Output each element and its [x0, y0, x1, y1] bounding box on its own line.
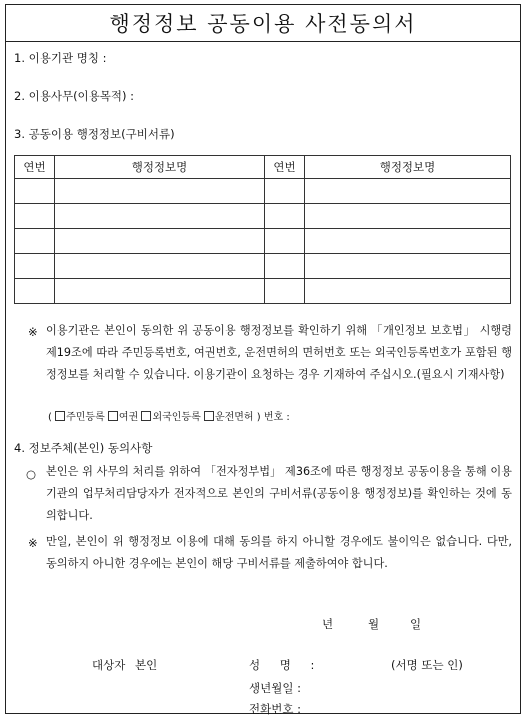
- table-cell[interactable]: [305, 204, 511, 229]
- table-row: [15, 204, 511, 229]
- table-cell[interactable]: [265, 279, 305, 304]
- table-row: [15, 254, 511, 279]
- usage-purpose-label: 2. 이용사무(이용목적) :: [14, 89, 135, 103]
- table-cell[interactable]: [265, 254, 305, 279]
- option-label: 운전면허: [214, 412, 254, 423]
- number-label: ) 번호 :: [256, 412, 290, 423]
- checkbox[interactable]: [141, 411, 151, 421]
- checkbox[interactable]: [55, 411, 65, 421]
- column-header: 행정정보명: [55, 156, 265, 179]
- option-resident-registration[interactable]: [55, 412, 105, 423]
- option-label: 주민등록: [66, 412, 105, 423]
- option-label: 외국인등록: [152, 412, 201, 423]
- consent-heading: 4. 정보주체(본인) 동의사항: [14, 441, 153, 455]
- title-bar: [6, 5, 520, 42]
- note-mark: ※: [28, 325, 38, 339]
- option-label: 여권: [118, 412, 139, 423]
- table-cell[interactable]: [15, 204, 55, 229]
- table-cell[interactable]: [265, 179, 305, 204]
- table-cell[interactable]: [55, 254, 265, 279]
- table-cell[interactable]: [305, 179, 511, 204]
- table-row: [15, 279, 511, 304]
- id-number-notice: 이용기관은 본인이 동의한 위 공동이용 행정정보를 확인하기 위해 「개인정보 보호법」 시행령 제19조에 따라 주민등록번호, 여권번호, 운전면허의 면허번호 또는 외국인등록번호가 포함된 행정정보를 처리할 수 있습니다. 이용기관이 요청하는 경우 기재하여 주십시오.(필요시 기재사항): [46, 324, 512, 381]
- date-month-label: 월: [368, 617, 380, 631]
- table-cell[interactable]: [15, 229, 55, 254]
- table-cell[interactable]: [15, 179, 55, 204]
- consent-form: [5, 4, 521, 714]
- option-drivers-license[interactable]: [204, 412, 254, 423]
- note-mark: ※: [28, 536, 38, 550]
- name-label: 성 명 :: [249, 658, 315, 672]
- column-header: 행정정보명: [305, 156, 511, 179]
- table-row: [15, 229, 511, 254]
- table-cell[interactable]: [15, 279, 55, 304]
- consent-statement: 본인은 위 사무의 처리를 위하여 「전자정부법」 제36조에 따른 행정정보 공동이용을 통해 이용기관의 업무처리담당자가 전자적으로 본인의 구비서류(공동이용 행정정보)를 확인하는 것에 동의합니다.: [46, 465, 512, 522]
- phone-label: 전화번호 :: [249, 702, 301, 716]
- checkbox[interactable]: [204, 411, 214, 421]
- table-cell[interactable]: [305, 254, 511, 279]
- date-day-label: 일: [410, 617, 422, 631]
- table-cell[interactable]: [55, 229, 265, 254]
- table-cell[interactable]: [265, 229, 305, 254]
- id-type-options: [48, 410, 290, 425]
- consent-bullet: ○: [26, 467, 37, 481]
- table-cell[interactable]: [305, 279, 511, 304]
- column-header: 연번: [15, 156, 55, 179]
- option-passport[interactable]: [108, 412, 138, 423]
- agency-name-label: 1. 이용기관 명칭 :: [14, 51, 107, 65]
- signer-label: 대상자 본인: [92, 658, 158, 672]
- checkbox[interactable]: [108, 411, 118, 421]
- table-cell[interactable]: [55, 279, 265, 304]
- table-cell[interactable]: [305, 229, 511, 254]
- table-cell[interactable]: [15, 254, 55, 279]
- column-header: 연번: [265, 156, 305, 179]
- form-title: 행정정보 공동이용 사전동의서: [109, 12, 417, 36]
- no-disadvantage-notice: 만일, 본인이 위 행정정보 이용에 대해 동의를 하지 아니할 경우에도 불이익은 없습니다. 다만, 동의하지 아니한 경우에는 본인이 해당 구비서류를 제출하여야 합니다.: [46, 535, 512, 570]
- table-cell[interactable]: [265, 204, 305, 229]
- table-row: [15, 179, 511, 204]
- birth-date-label: 생년월일 :: [249, 681, 301, 695]
- table-header-row: [15, 156, 511, 179]
- option-foreigner-registration[interactable]: [141, 412, 200, 423]
- table-cell[interactable]: [55, 204, 265, 229]
- date-year-label: 년: [322, 617, 334, 631]
- shared-info-table: [14, 155, 511, 304]
- shared-info-heading: 3. 공동이용 행정정보(구비서류): [14, 127, 175, 141]
- signature-hint: (서명 또는 인): [391, 658, 463, 672]
- options-open-paren: (: [48, 412, 52, 423]
- table-cell[interactable]: [55, 179, 265, 204]
